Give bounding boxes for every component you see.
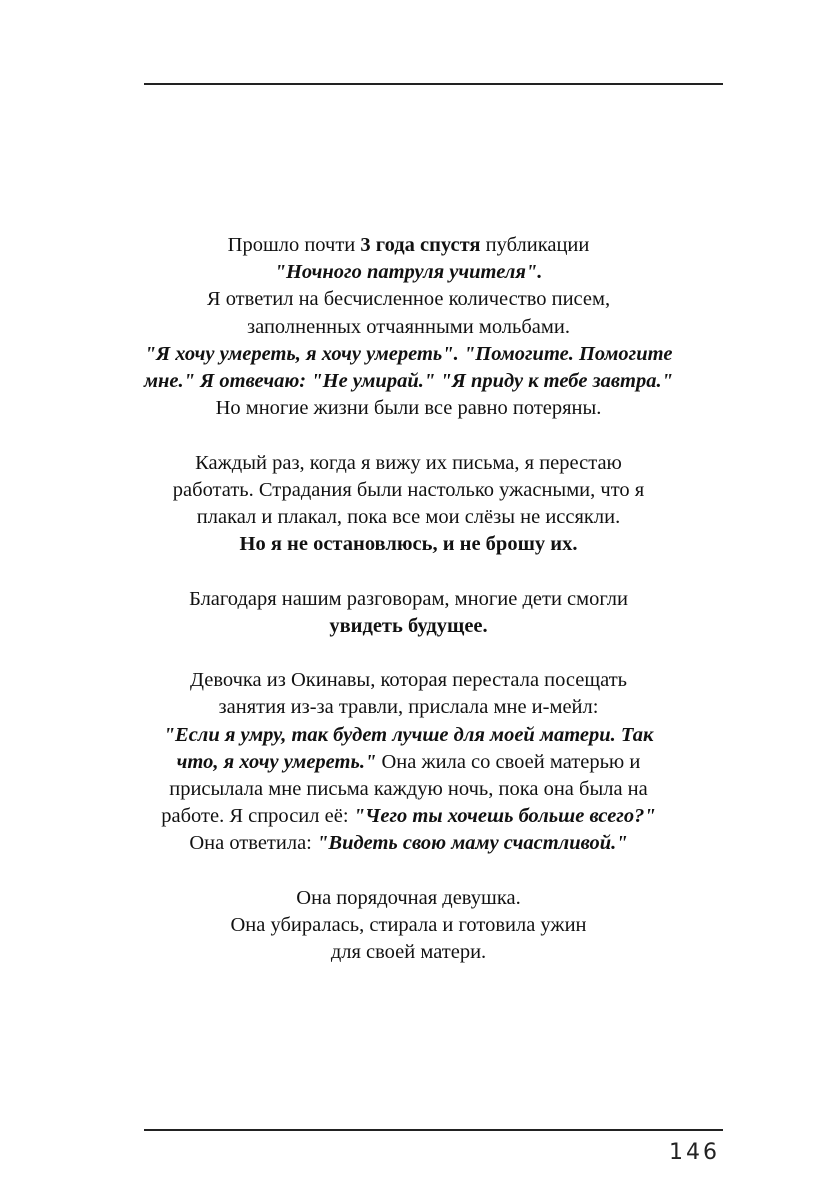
text-run: Благодаря нашим разговорам, многие дети смогли	[189, 587, 628, 610]
emphasis-text-run: "Видеть свою маму счастливой."	[317, 832, 628, 855]
page-number: 146	[669, 1140, 720, 1165]
emphasis-text-run: Но я не остановлюсь, и не брошу их.	[239, 533, 578, 556]
text-run: Она жила со своей матерью и	[376, 750, 641, 773]
emphasis-text-run: "Я хочу умереть, я хочу умереть". "Помогите. Помогите	[144, 342, 673, 365]
text-run: Она убиралась, стирала и готовила ужин	[230, 914, 587, 937]
text-run: работать. Страдания были настолько ужасными, что я	[172, 478, 645, 501]
top-rule	[144, 83, 723, 85]
text-run: Прошло почти	[227, 234, 361, 256]
paragraph	[108, 885, 709, 967]
text-run: публикации	[480, 234, 590, 256]
paragraph	[108, 586, 709, 640]
paragraph	[108, 450, 709, 559]
emphasis-text-run: "Чего ты хочешь больше всего?"	[353, 805, 656, 828]
bottom-rule	[144, 1129, 723, 1131]
text-run: Она ответила:	[189, 832, 318, 855]
text-run: для своей матери.	[330, 941, 487, 964]
text-run: Я ответил на бесчисленное количество писем,	[206, 288, 611, 311]
emphasis-text-run: "Ночного патруля учителя".	[274, 261, 543, 284]
page-body-text	[108, 232, 709, 966]
emphasis-text-run: что, я хочу умереть."	[176, 750, 377, 773]
emphasis-text-run: увидеть будущее.	[329, 614, 488, 637]
text-run: Но многие жизни были все равно потеряны.	[215, 397, 602, 420]
paragraph	[108, 232, 709, 422]
text-run: плакал и плакал, пока все мои слёзы не иссякли.	[196, 506, 621, 529]
text-run: Девочка из Окинавы, которая перестала посещать	[189, 669, 628, 692]
text-run: Каждый раз, когда я вижу их письма, я перестаю	[195, 451, 622, 474]
emphasis-text-run: 3 года спустя	[360, 234, 481, 256]
paragraph	[108, 667, 709, 857]
text-run: заполненных отчаянными мольбами.	[247, 315, 570, 338]
emphasis-text-run: "Если я умру, так будет лучше для моей матери. Так	[163, 723, 654, 746]
text-run: работе. Я спросил её:	[161, 805, 354, 828]
text-run: присылала мне письма каждую ночь, пока она была на	[169, 778, 648, 801]
text-run: занятия из-за травли, прислала мне и-мейл:	[218, 696, 599, 719]
emphasis-text-run: мне." Я отвечаю: "Не умирай." "Я приду к тебе завтра."	[143, 370, 674, 393]
text-run: Она порядочная девушка.	[296, 886, 521, 909]
